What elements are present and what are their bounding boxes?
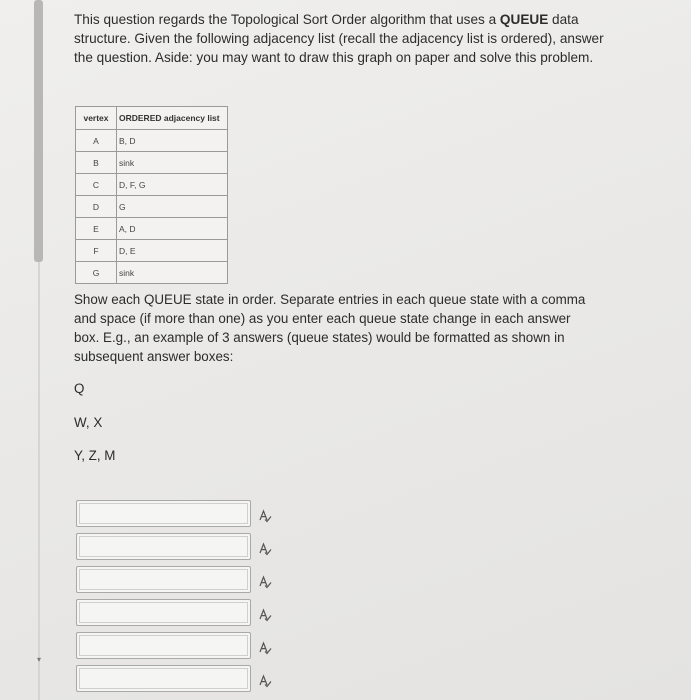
answer-input-1[interactable] bbox=[76, 500, 251, 527]
left-marker: ▾ bbox=[37, 655, 42, 664]
table-row bbox=[76, 262, 228, 284]
spellcheck-icon[interactable] bbox=[258, 608, 272, 622]
table-row bbox=[76, 174, 228, 196]
header-vertex: vertex bbox=[76, 107, 117, 130]
spellcheck-icon[interactable] bbox=[258, 509, 272, 523]
header-adjacency-list: ORDERED adjacency list bbox=[117, 107, 228, 130]
question-intro bbox=[74, 10, 614, 67]
spellcheck-icon[interactable] bbox=[258, 674, 272, 688]
table-header-row bbox=[76, 107, 228, 130]
table-row bbox=[76, 240, 228, 262]
vertex-cell: C bbox=[76, 174, 117, 196]
adjacency-cell: D, E bbox=[117, 240, 228, 262]
answer-input-6[interactable] bbox=[76, 665, 251, 692]
answer-input-4[interactable] bbox=[76, 599, 251, 626]
spellcheck-icon[interactable] bbox=[258, 575, 272, 589]
vertex-cell: B bbox=[76, 152, 117, 174]
adjacency-cell: sink bbox=[117, 152, 228, 174]
answer-input-2[interactable] bbox=[76, 533, 251, 560]
example-queue-state: W, X bbox=[74, 415, 103, 430]
spellcheck-icon[interactable] bbox=[258, 641, 272, 655]
vertex-cell: F bbox=[76, 240, 117, 262]
intro-text-before: This question regards the Topological Sort Order algorithm that uses a bbox=[74, 12, 500, 27]
adjacency-cell: D, F, G bbox=[117, 174, 228, 196]
vertex-cell: A bbox=[76, 130, 117, 152]
adjacency-cell: A, D bbox=[117, 218, 228, 240]
example-queue-state: Y, Z, M bbox=[74, 448, 116, 463]
queue-instructions: Show each QUEUE state in order. Separate entries in each queue state with a comma and space (if more than one) as you enter each queue state change in each answer box. E.g., an example of 3 answers (queue states) would be formatted as shown in subsequent answer boxes: bbox=[74, 292, 586, 364]
adjacency-cell: B, D bbox=[117, 130, 228, 152]
adjacency-cell: sink bbox=[117, 262, 228, 284]
vertex-cell: E bbox=[76, 218, 117, 240]
left-scrollbar[interactable] bbox=[34, 0, 43, 262]
table-row bbox=[76, 152, 228, 174]
table-row bbox=[76, 218, 228, 240]
adjacency-cell: G bbox=[117, 196, 228, 218]
left-edge-line bbox=[38, 262, 40, 700]
table-row bbox=[76, 130, 228, 152]
answer-input-5[interactable] bbox=[76, 632, 251, 659]
vertex-cell: D bbox=[76, 196, 117, 218]
example-queue-state: Q bbox=[74, 381, 85, 396]
answer-input-3[interactable] bbox=[76, 566, 251, 593]
vertex-cell: G bbox=[76, 262, 117, 284]
table-row bbox=[76, 196, 228, 218]
adjacency-list-table bbox=[75, 106, 228, 284]
spellcheck-icon[interactable] bbox=[258, 542, 272, 556]
intro-bold-word: QUEUE bbox=[499, 12, 549, 27]
intro-text-after: data structure. Given the following adjacency list (recall the adjacency list is ordered), answer the question. Aside: you may want to draw this graph on paper and solve this problem. bbox=[74, 12, 604, 65]
